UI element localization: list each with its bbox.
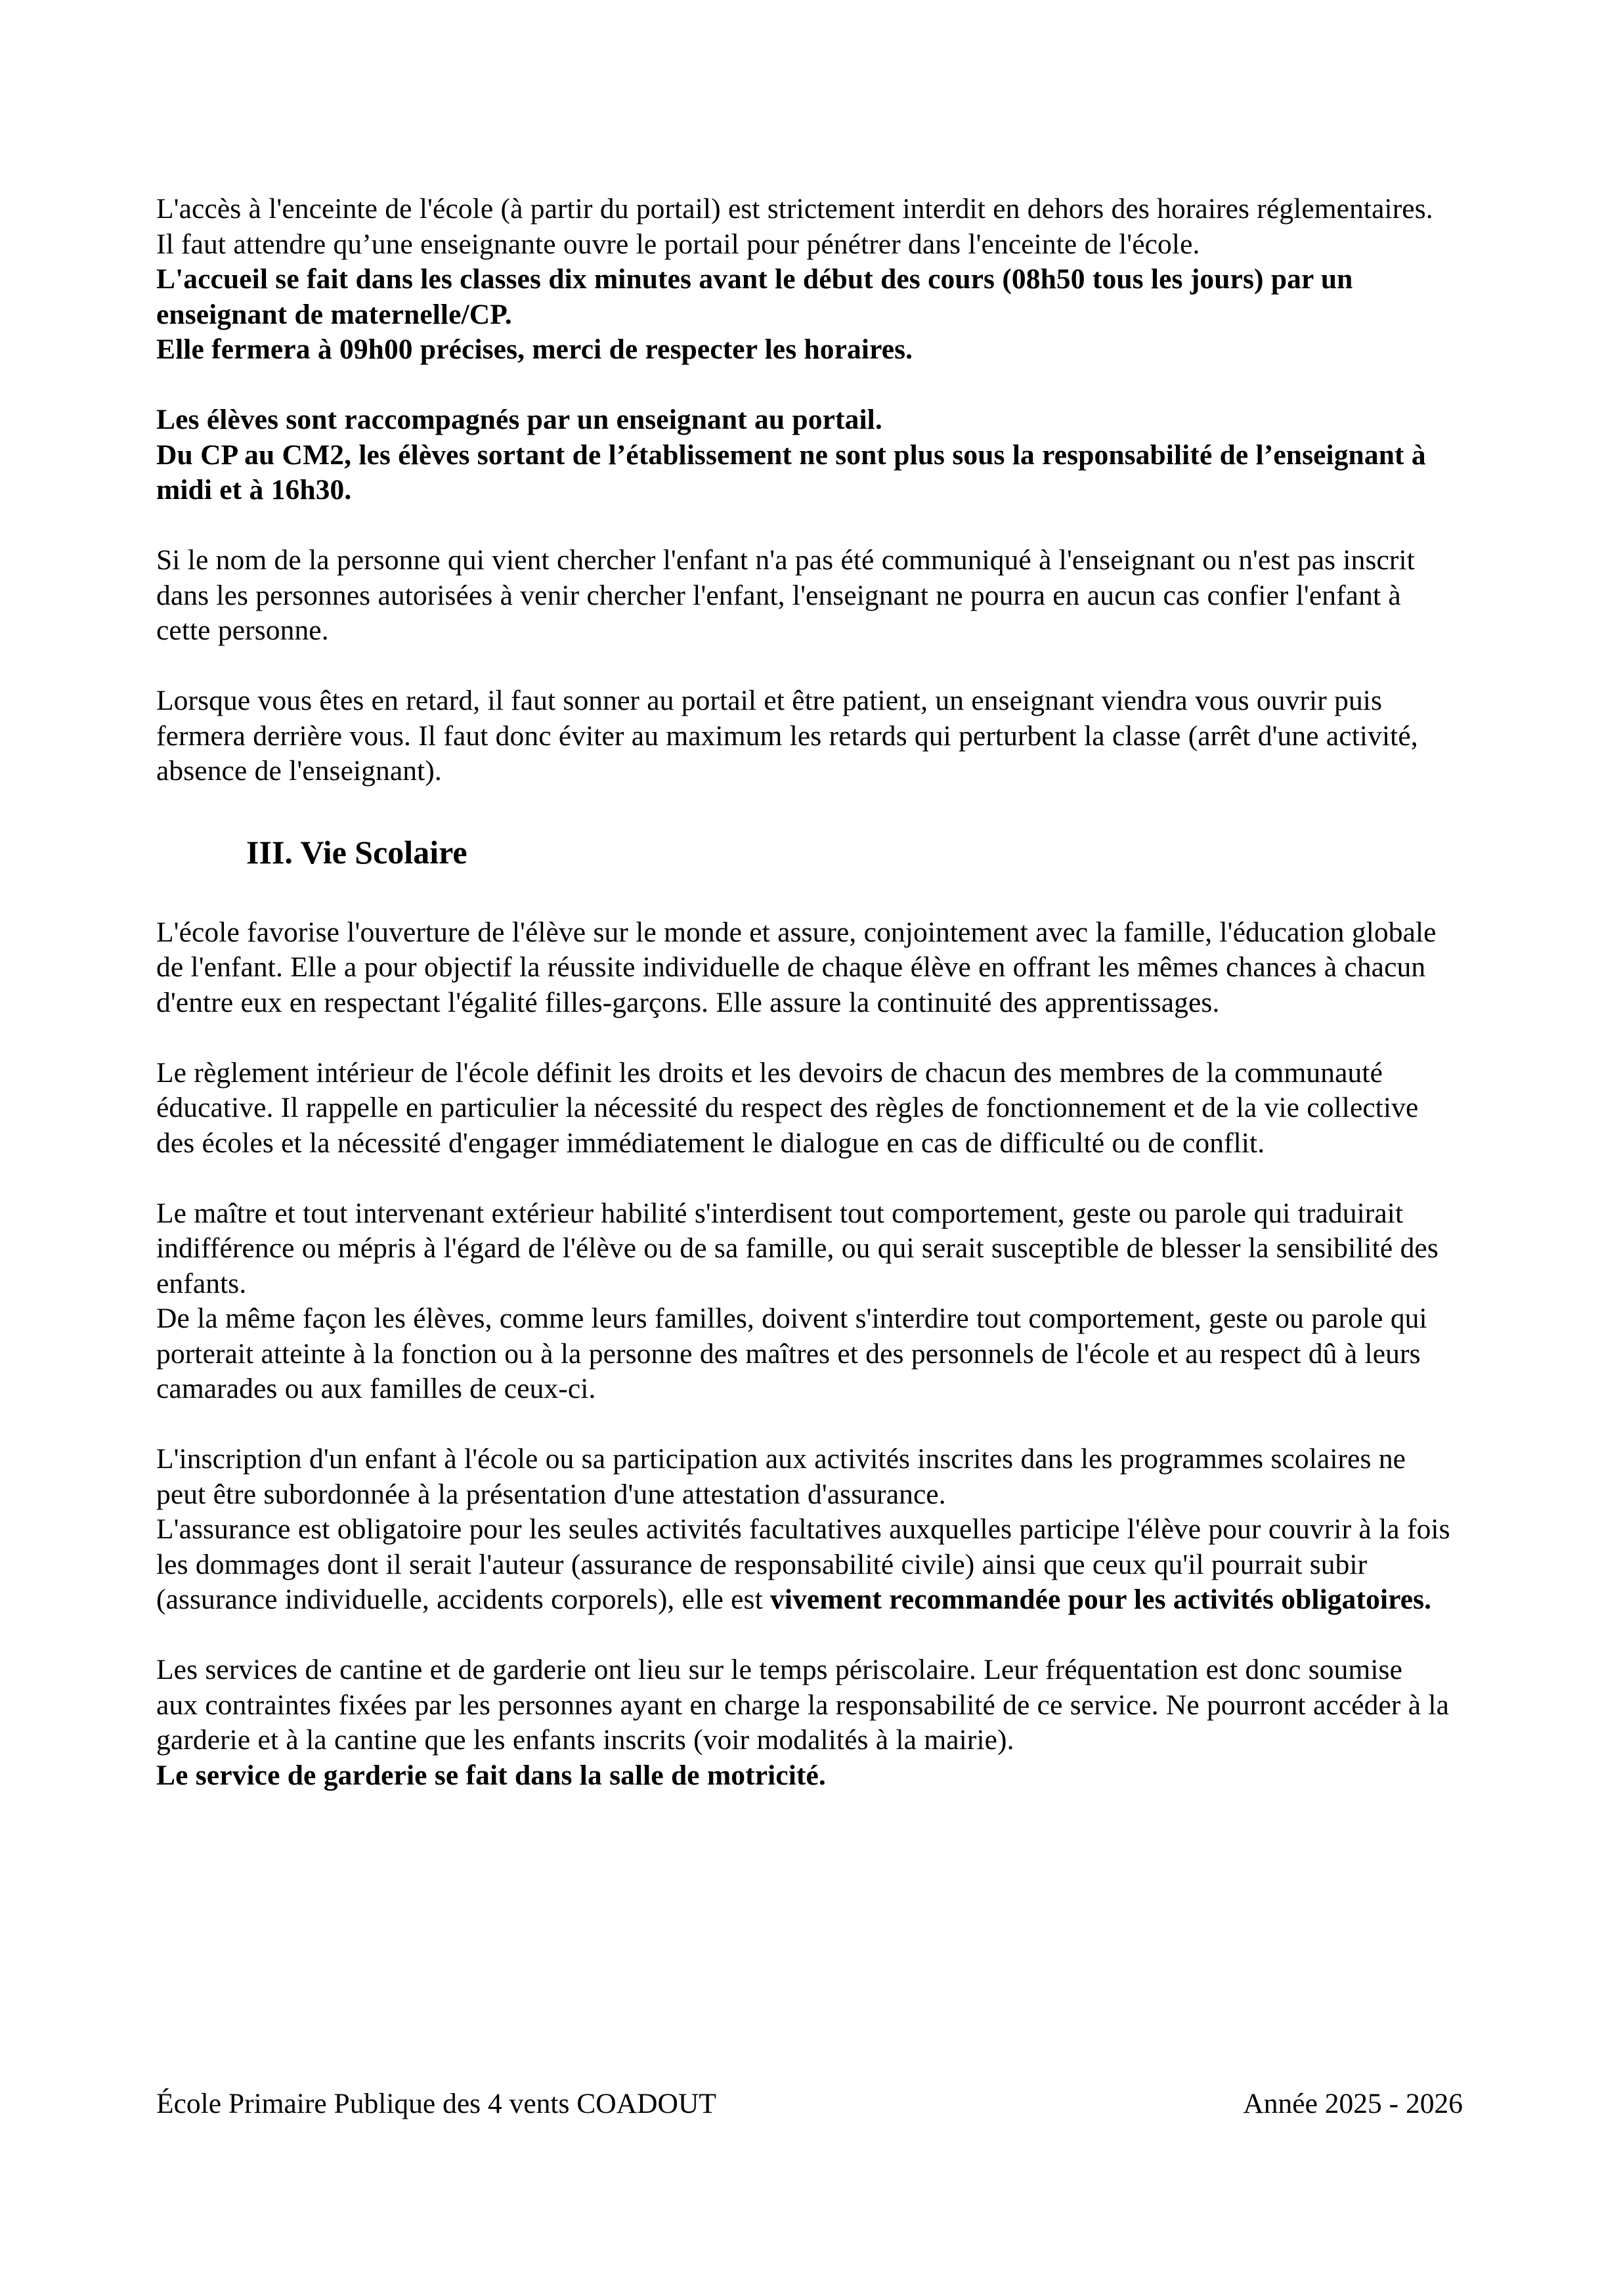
section-heading-vie-scolaire: III. Vie Scolaire	[246, 833, 467, 871]
page-footer	[156, 2087, 1463, 2122]
paragraph-student-conduct: De la même façon les élèves, comme leurs familles, doivent s'interdire tout comportement, geste ou parole qui porterait atteinte à la fonction ou à la personne des maîtres et des personnels de l'école et au respect dû à leurs camarades ou aux familles de ceux-ci.	[156, 1303, 1427, 1404]
paragraph-access-rules: L'accès à l'enceinte de l'école (à partir du portail) est strictement interdit en dehors des horaires réglementaires. Il faut attendre qu’une enseignante ouvre le portail pour pénétrer dans l'enceinte de l'école.	[156, 193, 1433, 260]
paragraph-late-arrival: Lorsque vous êtes en retard, il faut sonner au portail et être patient, un enseignant viendra vous ouvrir puis fermera derrière vous. Il faut donc éviter au maximum les retards qui perturbent la classe (arrêt d'une activité, absence de l'enseignant).	[156, 685, 1418, 787]
paragraph-students-escorted: Les élèves sont raccompagnés par un enseignant au portail.	[156, 404, 882, 435]
paragraph-cp-cm2-responsibility: Du CP au CM2, les élèves sortant de l’établissement ne sont plus sous la responsabilité de l’enseignant à midi et à 16h30.	[156, 439, 1426, 506]
paragraph-canteen-daycare: Les services de cantine et de garderie ont lieu sur le temps périscolaire. Leur fréquentation est donc soumise aux contraintes fixées par les personnes ayant en charge la responsabilité de ce service. Ne pourront accéder à la garderie et à la cantine que les enfants inscrits (voir modalités à la mairie).	[156, 1654, 1449, 1756]
footer-school-name: École Primaire Publique des 4 vents COADOUT	[156, 2088, 716, 2119]
paragraph-accueil-hours: L'accueil se fait dans les classes dix minutes avant le début des cours (08h50 tous les jours) par un enseignant de maternelle/CP.	[156, 263, 1353, 330]
paragraph-daycare-location: Le service de garderie se fait dans la salle de motricité.	[156, 1759, 826, 1791]
paragraph-gate-closing: Elle fermera à 09h00 précises, merci de respecter les horaires.	[156, 334, 913, 365]
heading-spacer-after	[156, 872, 1451, 915]
footer-school-year: Année 2025 - 2026	[1243, 2088, 1463, 2119]
paragraph-authorized-pickup: Si le nom de la personne qui vient chercher l'enfant n'a pas été communiqué à l'enseignant ou n'est pas inscrit dans les personnes autorisées à venir chercher l'enfant, l'enseignant ne pourra en aucun cas confier l'enfant à cette personne.	[156, 544, 1415, 646]
paragraph-insurance-details	[156, 1512, 1451, 1618]
heading-spacer-before	[156, 789, 1451, 833]
paragraph-enrollment-insurance: L'inscription d'un enfant à l'école ou sa participation aux activités inscrites dans les programmes scolaires ne peut être subordonnée à la présentation d'une attestation d'assurance.	[156, 1443, 1406, 1510]
paragraph-internal-rules: Le règlement intérieur de l'école définit les droits et les devoirs de chacun des membres de la communauté éducative. Il rappelle en particulier la nécessité du respect des règles de fonctionnement et de la vie collective des écoles et la nécessité d'engager immédiatement le dialogue en cas de difficulté ou de conflit.	[156, 1056, 1419, 1159]
insurance-text-emphasis: vivement recommandée pour les activités obligatoires.	[770, 1584, 1432, 1615]
paragraph-school-mission: L'école favorise l'ouverture de l'élève sur le monde et assure, conjointement avec la famille, l'éducation globale de l'enfant. Elle a pour objectif la réussite individuelle de chaque élève en offrant les mêmes chances à chacun d'entre eux en respectant l'égalité filles-garçons. Elle assure la continuité des apprentissages.	[156, 916, 1437, 1018]
insurance-text-normal: L'assurance est obligatoire pour les seules activités facultatives auxquelles participe l'élève pour couvrir à la fois les dommages dont il serait l'auteur (assurance de responsabilité civile) ainsi que ceux qu'il pourrait subir (assurance individuelle, accidents corporels), elle est	[156, 1513, 1450, 1615]
paragraph-teacher-conduct: Le maître et tout intervenant extérieur habilité s'interdisent tout comportement, geste ou parole qui traduirait indifférence ou mépris à l'égard de l'élève ou de sa famille, ou qui serait susceptible de blesser la sensibilité des enfants.	[156, 1197, 1439, 1299]
document-body	[156, 192, 1451, 1793]
